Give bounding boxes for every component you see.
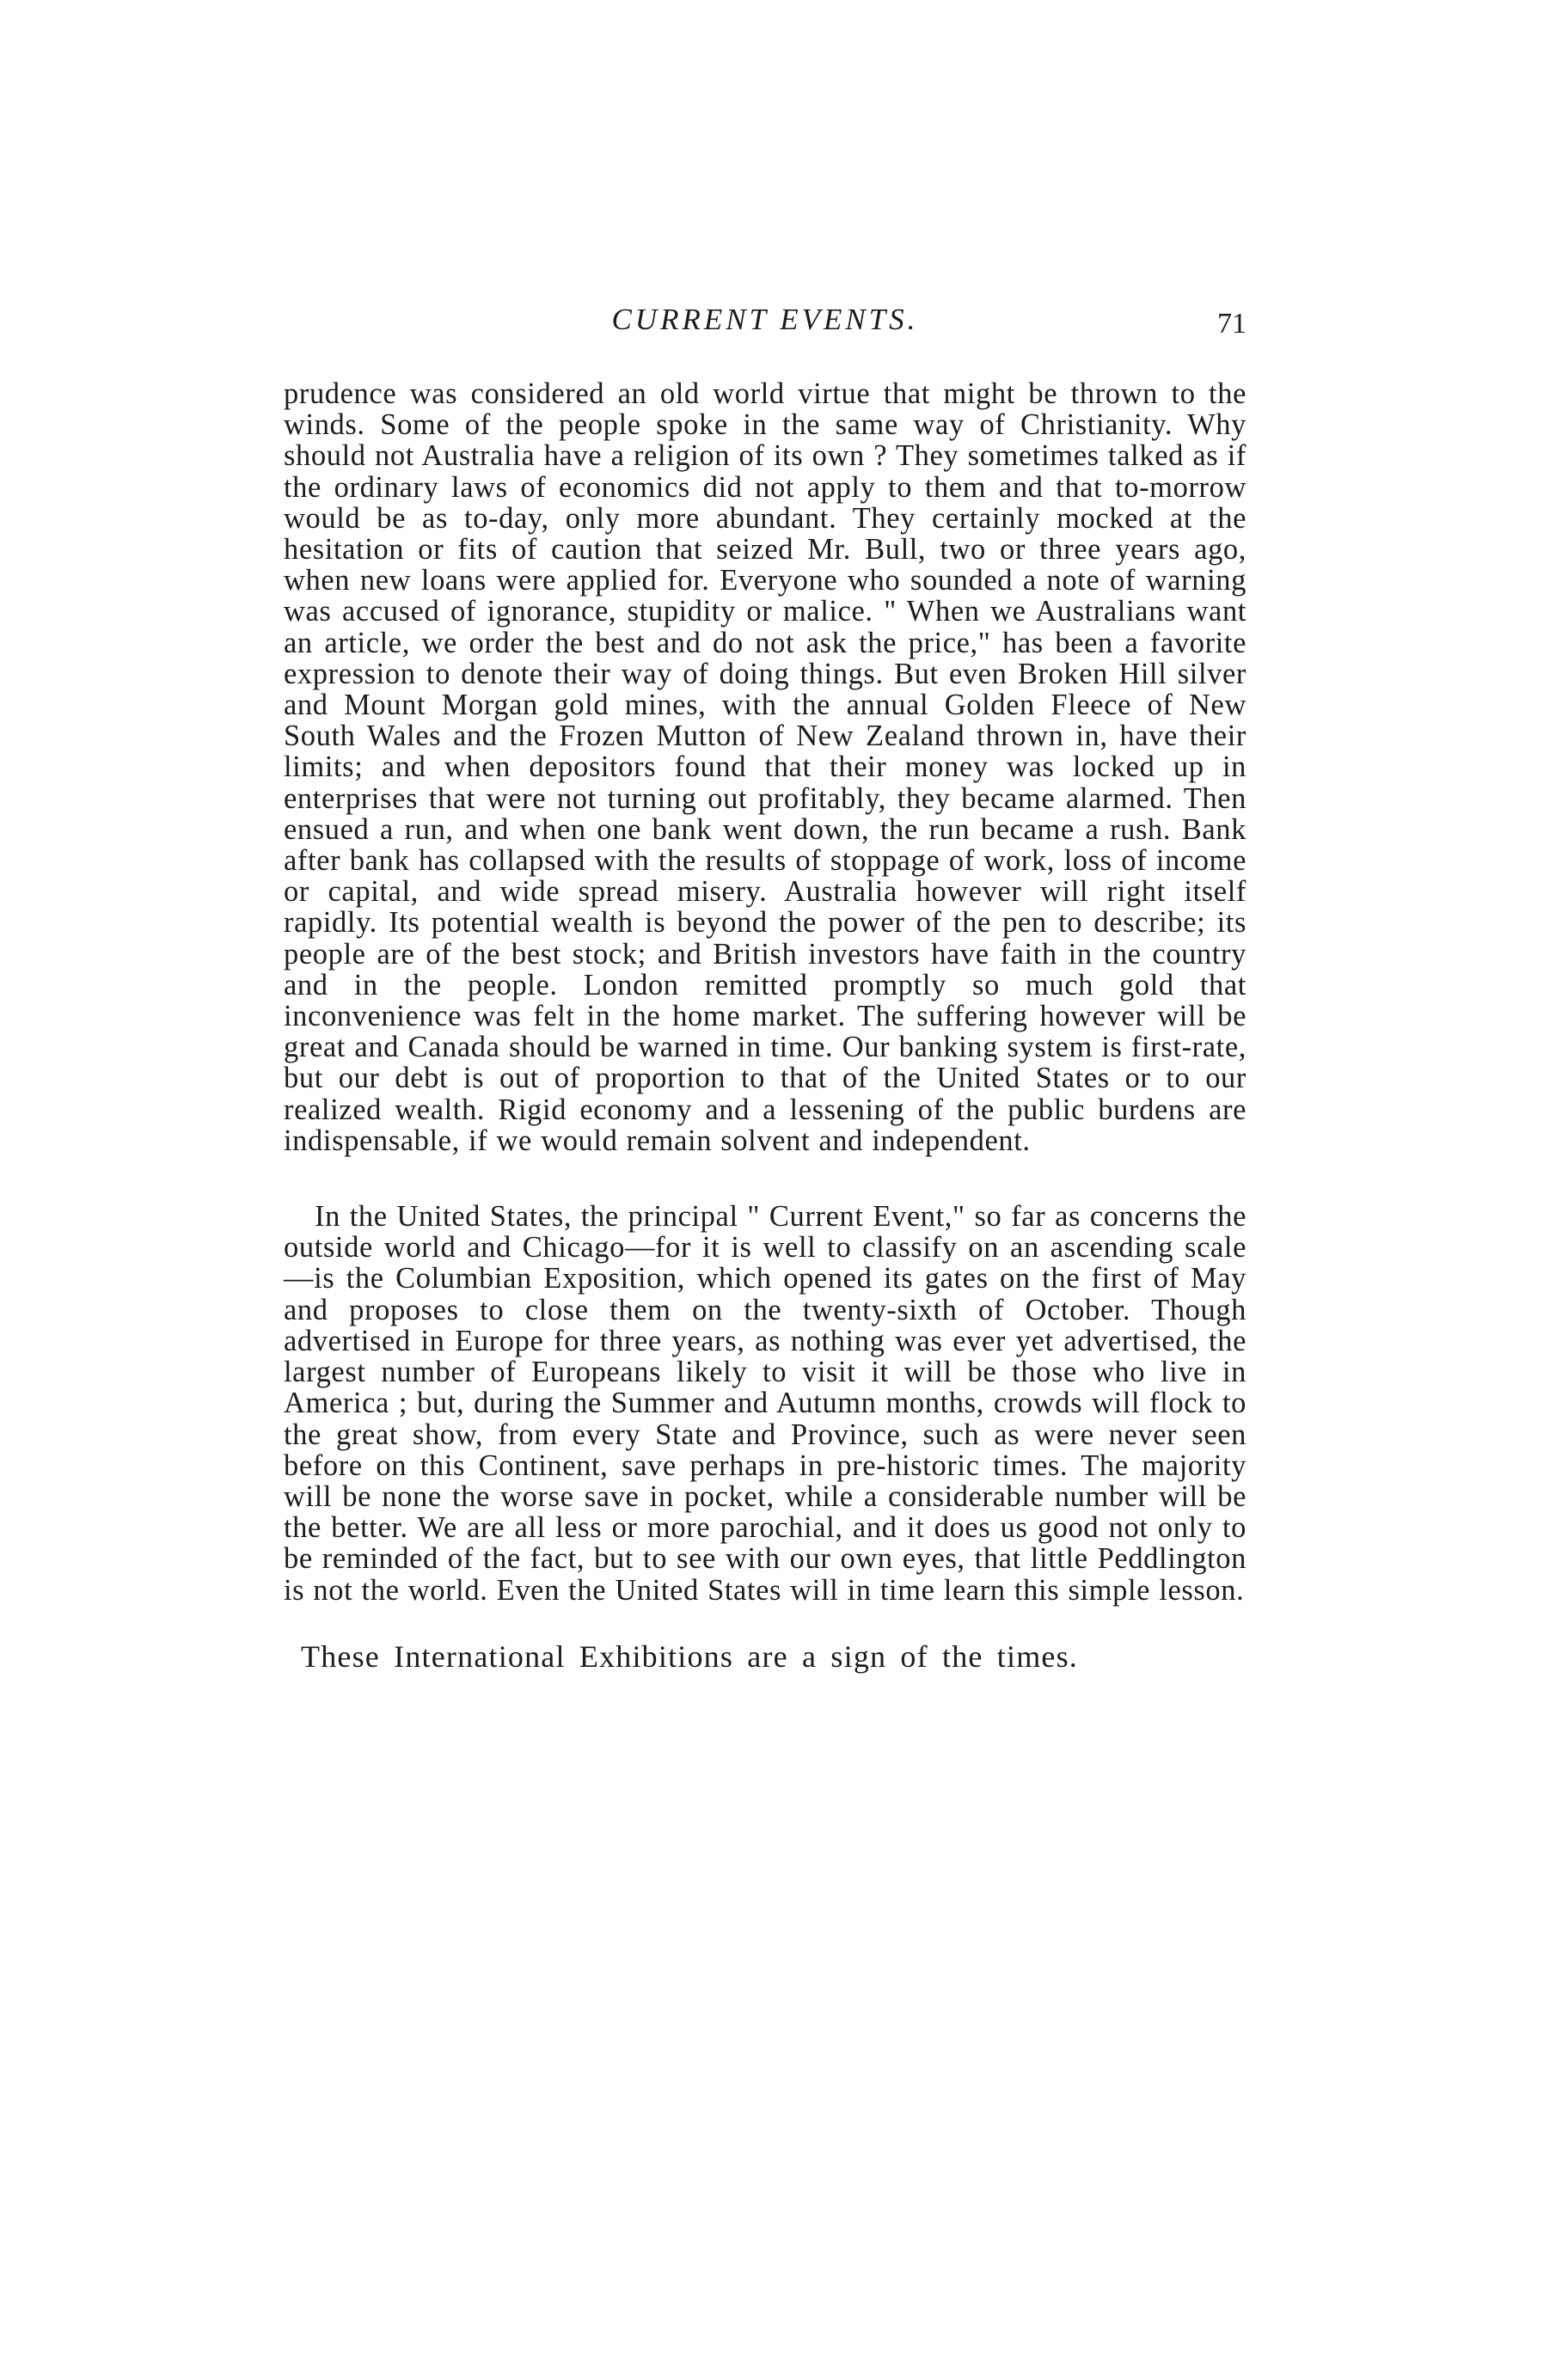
running-head-title: CURRENT EVENTS. bbox=[611, 303, 919, 336]
paragraph-australia: prudence was considered an old world virtue that might be thrown to the winds. Some of the people spoke in the same way of Christianity. Why should not Australia have a religion of its own ? They sometimes talked as if the ordinary laws of economics did not apply to them and that to-morrow would be as to-day, only more abundant. They certainly mocked at the hesitation or fits of caution that seized Mr. Bull, two or three years ago, when new loans were applied for. Everyone who sounded a note of warning was accused of ignorance, stupidity or malice. " When we Australians want an article, we order the best and do not ask the price," has been a favorite expression to denote their way of doing things. But even Broken Hill silver and Mount Morgan gold mines, with the annual Golden Fleece of New South Wales and the Frozen Mutton of New Zealand thrown in, have their limits; and when depositors found that their money was locked up in enterprises that were not turning out profitably, they became alarmed. Then ensued a run, and when one bank went down, the run became a rush. Bank after bank has collapsed with the results of stoppage of work, loss of income or capital, and wide spread misery. Australia however will right itself rapidly. Its potential wealth is beyond the power of the pen to describe; its people are of the best stock; and British investors have faith in the country and in the people. London remitted promptly so much gold that inconvenience was felt in the home market. The suffering however will be great and Canada should be warned in time. Our banking system is first-rate, but our debt is out of proportion to that of the United States or to our realized wealth. Rigid economy and a lessening of the public burdens are indispensable, if we would remain solvent and independent. bbox=[284, 377, 1246, 1157]
paragraph-gap bbox=[284, 1156, 1246, 1201]
page-number: 71 bbox=[1217, 308, 1246, 340]
running-head bbox=[284, 303, 1246, 346]
paragraph-columbian-exposition: In the United States, the principal " Current Event," so far as concerns the outside world and Chicago—for it is well to classify on an ascending scale—is the Columbian Exposition, which opened its gates on the first of May and proposes to close them on the twenty-sixth of October. Though advertised in Europe for three years, as nothing was ever yet advertised, the largest number of Europeans likely to visit it will be those who live in America ; but, during the Summer and Autumn months, crowds will flock to the great show, from every State and Province, such as were never seen before on this Continent, save perhaps in pre-historic times. The majority will be none the worse save in pocket, while a considerable number will be the better. We are all less or more parochial, and it does us good not only to be reminded of the fact, but to see with our own eyes, that little Peddlington is not the world. Even the United States will in time learn this simple lesson. bbox=[284, 1200, 1246, 1607]
paragraph-international-exhibitions: These International Exhibitions are a sign of the times. bbox=[301, 1638, 1078, 1674]
body-text bbox=[284, 378, 1246, 1675]
paragraph-gap bbox=[284, 1606, 1246, 1638]
